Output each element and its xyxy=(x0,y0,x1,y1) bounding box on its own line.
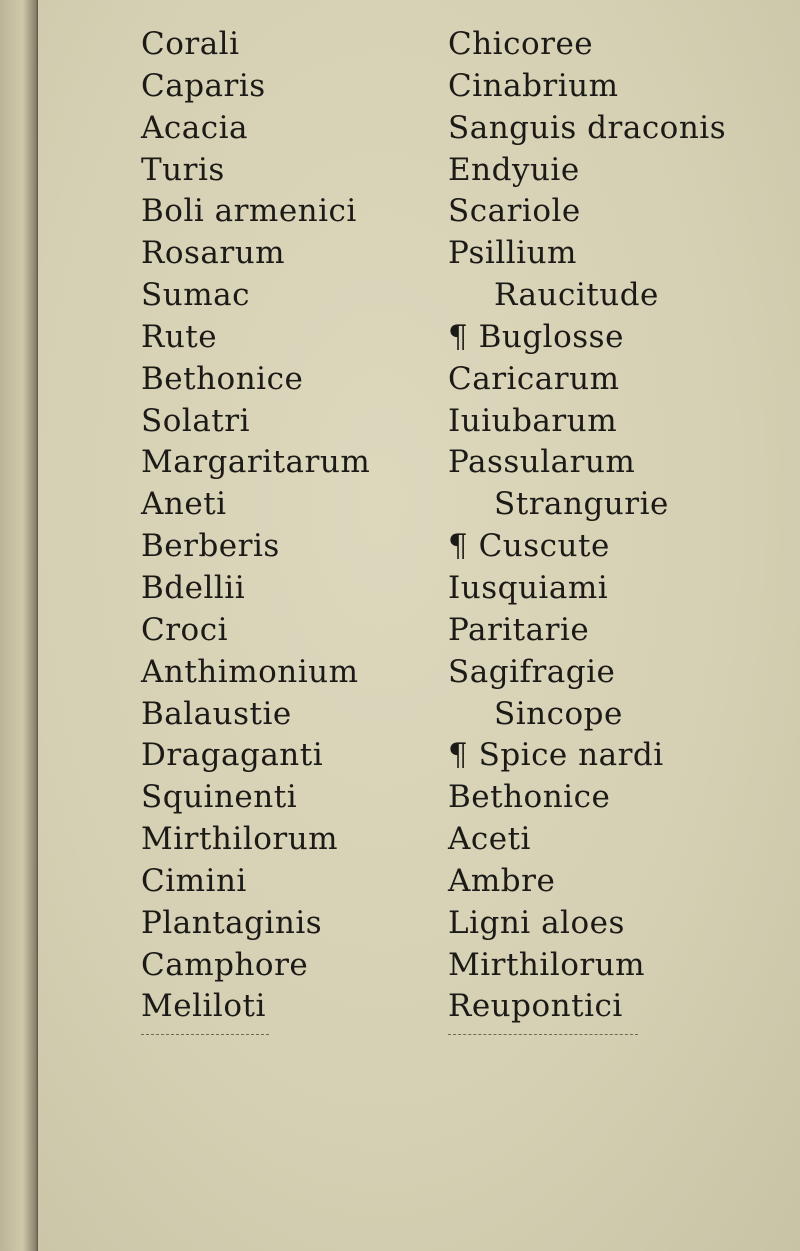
ingredient-entry: Strangurie xyxy=(494,486,669,523)
page xyxy=(38,0,800,1251)
ingredient-entry: Rosarum xyxy=(141,235,286,272)
ingredient-entry: Raucitude xyxy=(494,277,659,314)
ingredient-entry: Passularum xyxy=(448,444,636,481)
ingredient-entry: Iusquiami xyxy=(448,569,609,606)
ingredient-entry: Cinabrium xyxy=(448,67,619,104)
ingredient-entry: Acacia xyxy=(141,109,248,146)
ingredient-entry: Camphore xyxy=(141,946,309,983)
ingredient-entry: Meliloti xyxy=(141,988,266,1025)
ingredient-entry: Corali xyxy=(141,26,240,62)
right-column-list xyxy=(448,24,726,1028)
ingredient-entry: Anthimonium xyxy=(141,653,359,690)
ingredient-entry: Sincope xyxy=(494,695,623,732)
ingredient-entry: Caricarum xyxy=(448,360,620,397)
book-gutter xyxy=(0,0,38,1251)
ingredient-entry: Sumac xyxy=(141,277,250,314)
ingredient-entry: Cimini xyxy=(141,862,247,899)
ingredient-entry: Chicoree xyxy=(448,26,594,62)
ingredient-entry: Solatri xyxy=(141,402,250,439)
ingredient-entry: Endyuie xyxy=(448,151,580,188)
ingredient-entry: Scariole xyxy=(448,193,581,230)
ingredient-entry: Ambre xyxy=(448,862,556,899)
ingredient-entry: ¶ Buglosse xyxy=(448,318,624,355)
ingredient-entry: Squinenti xyxy=(141,779,298,816)
ingredient-entry: Berberis xyxy=(141,528,280,565)
ingredient-entry: Sagifragie xyxy=(448,653,616,690)
ingredient-entry: Reupontici xyxy=(448,988,623,1025)
ingredient-entry: ¶ Spice nardi xyxy=(448,737,664,774)
ingredient-entry: ¶ Cuscute xyxy=(448,528,610,565)
left-bottom-rule xyxy=(141,1034,269,1035)
ingredient-entry: Plantaginis xyxy=(141,904,323,941)
ingredient-entry: Balaustie xyxy=(141,695,292,732)
ingredient-entry: Mirthilorum xyxy=(448,946,646,983)
right-bottom-rule xyxy=(448,1034,638,1035)
ingredient-entry: Aceti xyxy=(448,821,531,858)
ingredient-entry: Psillium xyxy=(448,235,577,272)
left-column-list xyxy=(141,24,370,1028)
ingredient-entry: Turis xyxy=(141,151,225,188)
ingredient-entry: Croci xyxy=(141,611,228,648)
ingredient-entry: Paritarie xyxy=(448,611,590,648)
ingredient-entry: Bethonice xyxy=(141,360,304,397)
ingredient-entry: Caparis xyxy=(141,67,266,104)
ingredient-entry: Mirthilorum xyxy=(141,821,339,858)
ingredient-entry: Ligni aloes xyxy=(448,904,625,941)
ingredient-entry: Bdellii xyxy=(141,569,246,606)
ingredient-entry: Boli armenici xyxy=(141,193,357,230)
ingredient-entry: Iuiubarum xyxy=(448,402,618,439)
ingredient-entry: Bethonice xyxy=(448,779,611,816)
ingredient-entry: Rute xyxy=(141,318,218,355)
ingredient-entry: Aneti xyxy=(141,486,227,523)
ingredient-entry: Dragaganti xyxy=(141,737,324,774)
ingredient-entry: Sanguis draconis xyxy=(448,109,727,146)
ingredient-entry: Margaritarum xyxy=(141,444,371,481)
